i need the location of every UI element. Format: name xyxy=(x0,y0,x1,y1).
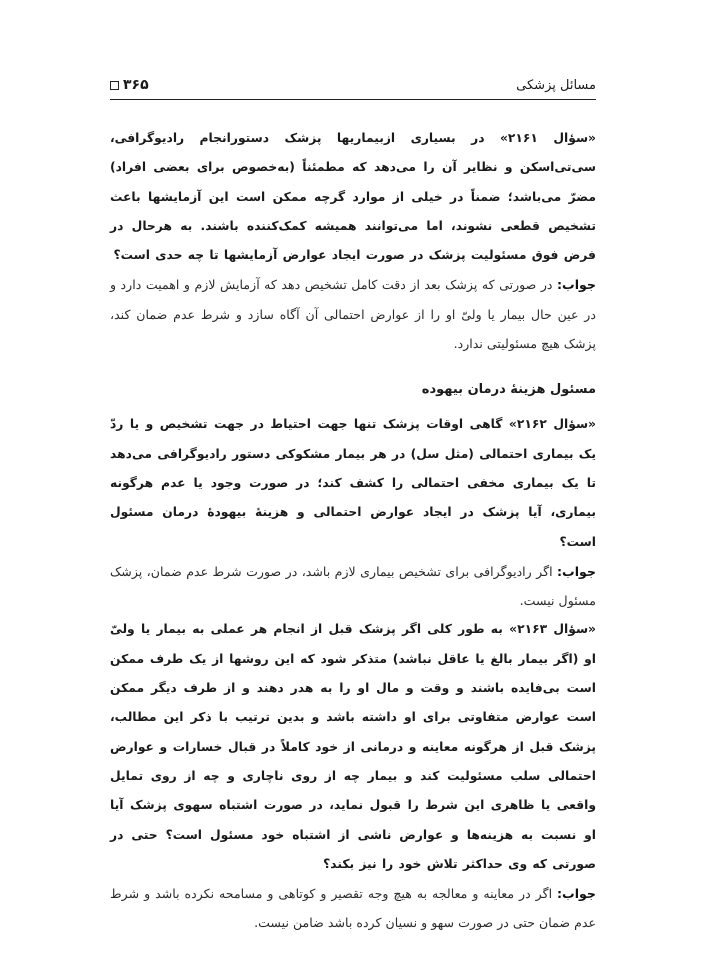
question-2162: «سؤال ۲۱۶۲» گاهی اوقات پزشک تنها جهت احتیاط در جهت تشخیص و یا ردّ یک بیماری احتمالی (مثل سل) در هر بیمار مشکوکی دستور رادیوگرافی می‌دهد تا یک بیماری مخفی احتمالی را کشف کند؛ در صورت وجود یا عدم هرگونه بیماری، آیا پزشک در ایجاد عوارض احتمالی و هزینهٔ بیهودهٔ درمان مسئول است؟ xyxy=(110,417,596,549)
question-2161: «سؤال ۲۱۶۱» در بسیاری ازبیماریها پزشک دستورانجام رادیوگرافی، سی‌تی‌اسکن و نظایر آن را می‌دهد که مطمئناً (به‌خصوص برای بعضی افراد) مضرّ می‌باشد؛ ضمناً در خیلی از موارد گرچه ممکن است این آزمایشها باعث تشخیص قطعی نشوند، اما می‌توانند همیشه کمک‌کننده باشند. به هرحال در فرض فوق مسئولیت پزشک در صورت ایجاد عوارض آزمایشها تا چه حدی است؟ xyxy=(110,131,596,263)
book-page xyxy=(110,58,596,938)
answer-2162 xyxy=(110,557,596,616)
answer-label: جواب: xyxy=(557,563,596,579)
answer-2161 xyxy=(110,270,596,358)
section-heading: مسئول هزینهٔ درمان بیهوده xyxy=(421,382,596,398)
page-body xyxy=(110,100,596,938)
answer-2163 xyxy=(110,879,596,938)
square-marker-icon xyxy=(110,81,119,90)
page-number-group xyxy=(110,77,149,93)
answer-text: اگر در معاینه و معالجه به هیچ وجه تقصیر و کوتاهی و مسامحه نکرده باشد و شرط عدم ضمان حتی در صورت سهو و نسیان کرده باشد ضامن نیست. xyxy=(110,886,596,931)
page-number: ۳۶۵ xyxy=(123,77,149,93)
question-2163: «سؤال ۲۱۶۳» به طور کلی اگر پزشک قبل از انجام هر عملی به بیمار یا ولیّ او (اگر بیمار بالغ یا عاقل نباشد) متذکر شود که این روشها از یک طرف ممکن است بی‌فایده باشند و وقت و مال او را به هدر دهند و از طرف دیگر ممکن است عوارض متفاوتی برای او داشته باشد و بدین ترتیب با ذکر این مطالب، پزشک قبل از هرگونه معاینه و درمانی از خود کاملاً در قبال خسارات و عوارض احتمالی سلب مسئولیت کند و بیمار چه از روی ناچاری و چه از روی تمایل واقعی یا ظاهری این شرط را قبول نماید، در صورت اشتباه سهوی پزشک آیا او نسبت به هزینه‌ها و عوارض ناشی از اشتباه خود مسئول است؟ حتی در صورتی که وی حداکثر تلاش خود را نیز بکند؟ xyxy=(110,622,596,871)
answer-text: در صورتی که پزشک بعد از دقت کامل تشخیص دهد که آزمایش لازم و اهمیت دارد و در عین حال بیمار یا ولیّ او را از عوارض احتمالی آن آگاه سازد و شرط عدم ضمان کند، پزشک هیچ مسئولیتی ندارد. xyxy=(110,277,596,352)
page-header xyxy=(110,58,596,100)
answer-text: اگر رادیوگرافی برای تشخیص بیماری لازم باشد، در صورت شرط عدم ضمان، پزشک مسئول نیست. xyxy=(110,563,596,609)
running-title: مسائل پزشکی xyxy=(516,78,596,93)
answer-label: جواب: xyxy=(557,277,596,293)
answer-label: جواب: xyxy=(557,886,596,902)
